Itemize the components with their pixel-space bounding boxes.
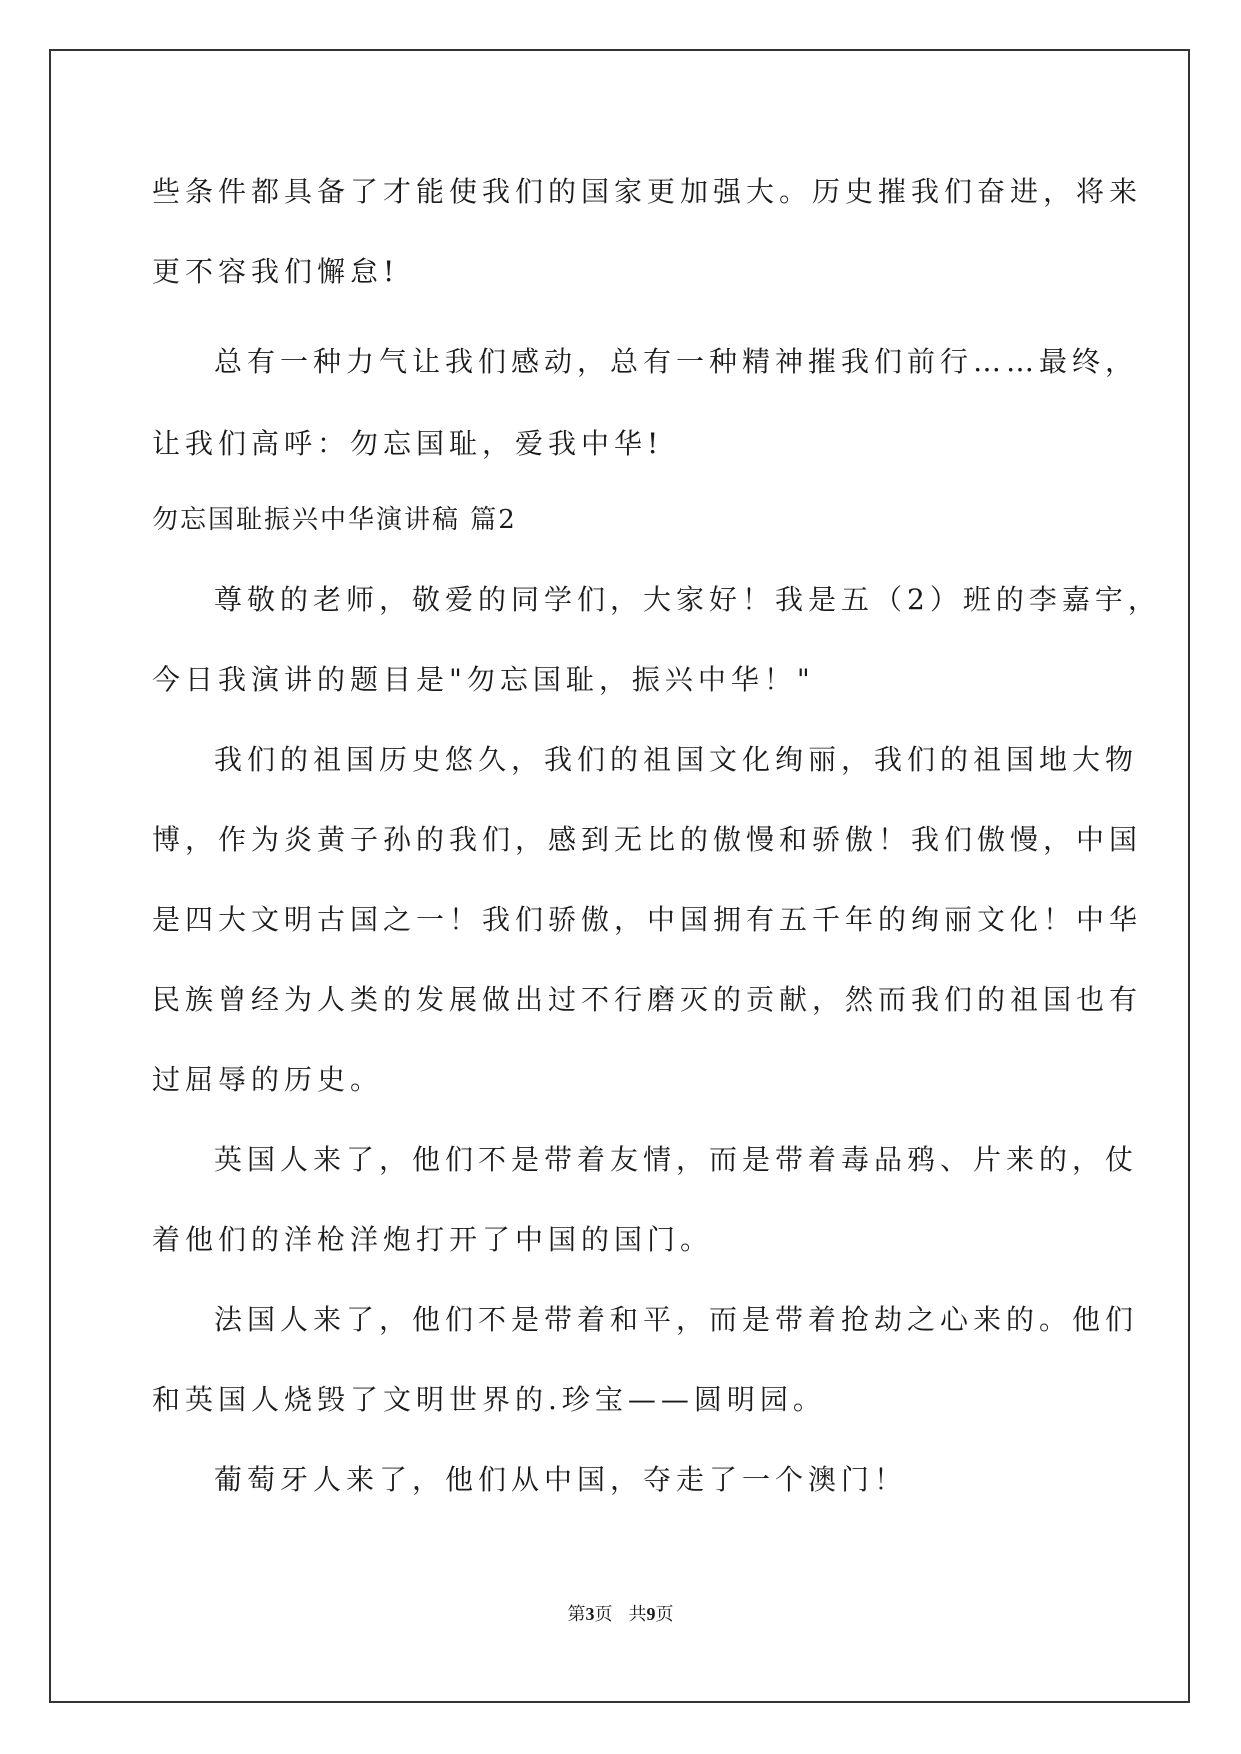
text-line: 民族曾经为人类的发展做出过不行磨灭的贡献，然而我们的祖国也有	[152, 983, 1143, 1016]
text-line: 法国人来了，他们不是带着和平，而是带着抢劫之心来的。他们	[214, 1303, 1139, 1336]
text-line: 些条件都具备了才能使我们的国家更加强大。历史摧我们奋进，将来	[152, 175, 1143, 208]
footer-page-prefix: 第	[567, 1604, 586, 1624]
text-line: 和英国人烧毁了文明世界的.珍宝——圆明园。	[152, 1383, 826, 1416]
text-line: 着他们的洋枪洋炮打开了中国的国门。	[152, 1223, 714, 1256]
text-line: 更不容我们懈怠!	[152, 255, 400, 288]
text-line: 让我们高呼：勿忘国耻，爱我中华!	[152, 427, 664, 460]
page-border	[49, 49, 1190, 1703]
footer-page-current: 3	[585, 1604, 595, 1624]
footer-page-total: 9	[646, 1604, 656, 1624]
page-footer	[0, 1602, 1241, 1626]
text-line: 英国人来了，他们不是带着友情，而是带着毒品鸦、片来的，仗	[214, 1143, 1139, 1176]
footer-page-suffix: 页	[594, 1604, 613, 1624]
footer-total-suffix: 页	[655, 1604, 674, 1624]
section-heading: 勿忘国耻振兴中华演讲稿 篇2	[152, 505, 517, 535]
text-line: 博，作为炎黄子孙的我们，感到无比的傲慢和骄傲！我们傲慢，中国	[152, 823, 1143, 856]
text-line: 总有一种力气让我们感动，总有一种精神摧我们前行……最终，	[214, 345, 1139, 378]
text-line: 是四大文明古国之一！我们骄傲，中国拥有五千年的绚丽文化！中华	[152, 903, 1143, 936]
text-line: 葡萄牙人来了，他们从中国，夺走了一个澳门！	[214, 1463, 908, 1496]
text-line: 尊敬的老师，敬爱的同学们，大家好！我是五（2）班的李嘉宇，	[214, 583, 1161, 616]
text-line: 今日我演讲的题目是"勿忘国耻，振兴中华！"	[152, 663, 815, 696]
footer-total-prefix: 共	[628, 1604, 647, 1624]
text-line: 过屈辱的历史。	[152, 1063, 384, 1096]
text-line: 我们的祖国历史悠久，我们的祖国文化绚丽，我们的祖国地大物	[214, 743, 1139, 776]
